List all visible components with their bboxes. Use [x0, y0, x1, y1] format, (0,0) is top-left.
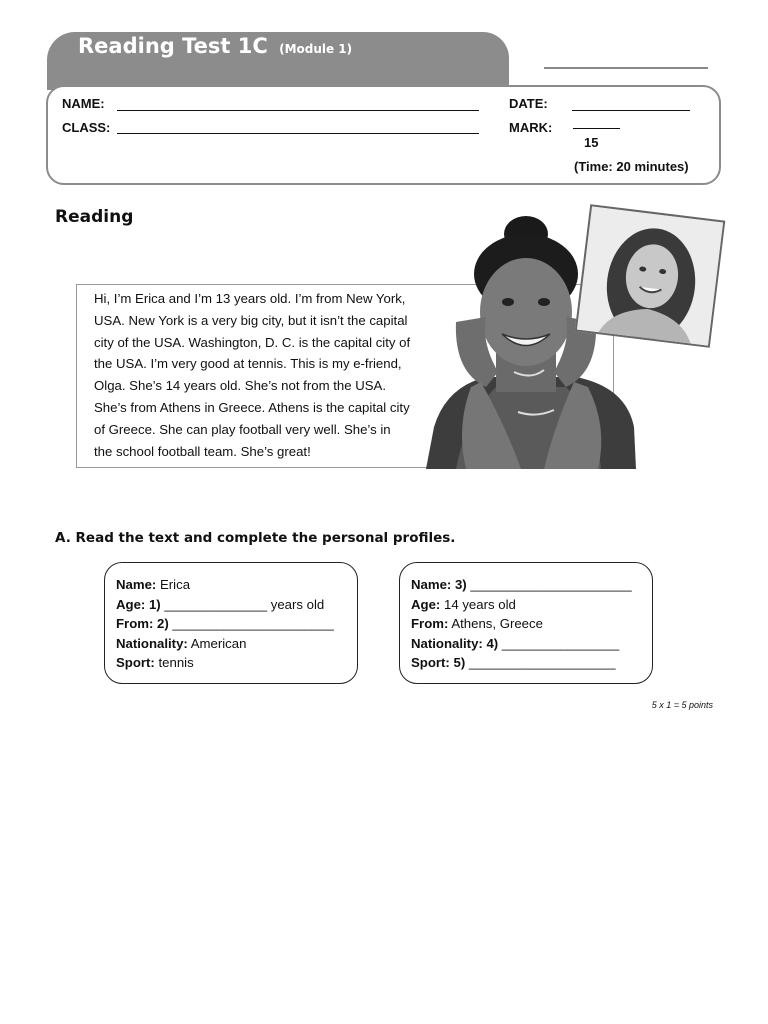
profile-row-sport	[116, 653, 357, 673]
field-label: Name: 3)	[411, 577, 467, 592]
answer-blank[interactable]: ______________________	[470, 577, 632, 592]
field-suffix: years old	[270, 596, 325, 612]
profile-row-sport[interactable]	[411, 653, 652, 673]
page-title	[78, 34, 352, 58]
answer-blank[interactable]: ________________	[501, 635, 620, 651]
class-label: CLASS:	[62, 120, 111, 135]
field-value: tennis	[158, 655, 194, 671]
profile-row-nationality	[116, 634, 357, 654]
profile-row-age[interactable]	[116, 595, 357, 615]
field-label: Age: 1)	[116, 596, 161, 612]
points-note: 5 x 1 = 5 points	[651, 700, 713, 710]
passage-line: Hi, I’m Erica and I’m 13 years old. I’m from New York,	[94, 291, 406, 306]
passage-line: Olga. She’s 14 years old. She’s not from the USA.	[94, 378, 386, 394]
top-right-rule	[544, 67, 708, 69]
profile-row-nationality[interactable]	[411, 634, 652, 654]
reading-heading: Reading	[55, 207, 134, 227]
field-label: From: 2)	[116, 616, 169, 632]
passage-line: She’s from Athens in Greece. Athens is the capital city	[94, 399, 410, 415]
olga-photo	[575, 204, 726, 348]
date-field-line[interactable]	[572, 110, 690, 111]
field-label: From:	[411, 616, 449, 632]
field-label: Nationality: 4)	[411, 635, 499, 651]
mark-field-line[interactable]	[573, 128, 620, 129]
field-label: Nationality:	[116, 635, 188, 651]
answer-blank[interactable]: ____________________	[468, 655, 616, 671]
profile-row-from	[411, 614, 652, 634]
answer-blank[interactable]: ______________________	[172, 616, 334, 632]
field-label: Sport:	[116, 655, 155, 671]
passage-line: USA. New York is a very big city, but it isn’t the capital	[94, 312, 408, 328]
field-label: Age:	[411, 596, 441, 612]
field-label: Sport: 5)	[411, 655, 466, 671]
exercise-a-instruction: A. Read the text and complete the personal profiles.	[55, 530, 456, 546]
answer-blank[interactable]: ______________	[164, 596, 268, 612]
passage-line: the school football team. She’s great!	[94, 443, 311, 459]
field-value: Erica	[159, 577, 191, 592]
class-field-line[interactable]	[117, 133, 479, 134]
profile-row-from[interactable]	[116, 614, 357, 634]
field-value: 14 years old	[443, 596, 516, 612]
time-limit: (Time: 20 minutes)	[574, 159, 689, 174]
passage-line: the USA. I’m very good at tennis. This is my e-friend,	[94, 356, 402, 372]
profile-row-age	[411, 595, 652, 615]
field-label: Name:	[116, 577, 157, 592]
passage-line: city of the USA. Washington, D. C. is the capital city of	[94, 334, 411, 350]
profile-card-erica	[104, 562, 358, 684]
date-label: DATE:	[509, 96, 548, 111]
name-label: NAME:	[62, 96, 105, 111]
field-value: American	[190, 635, 247, 651]
profile-card-olga	[399, 562, 653, 684]
reading-passage	[94, 288, 444, 462]
title-main: Reading Test 1C	[78, 34, 268, 58]
passage-line: of Greece. She can play football very well. She’s in	[94, 421, 391, 437]
name-field-line[interactable]	[117, 110, 479, 111]
title-module: (Module 1)	[279, 42, 353, 56]
field-value: Athens, Greece	[451, 616, 543, 632]
mark-label: MARK:	[509, 120, 553, 135]
profile-row-name[interactable]	[411, 575, 652, 595]
mark-total: 15	[584, 135, 599, 150]
profile-row-name	[116, 575, 357, 595]
